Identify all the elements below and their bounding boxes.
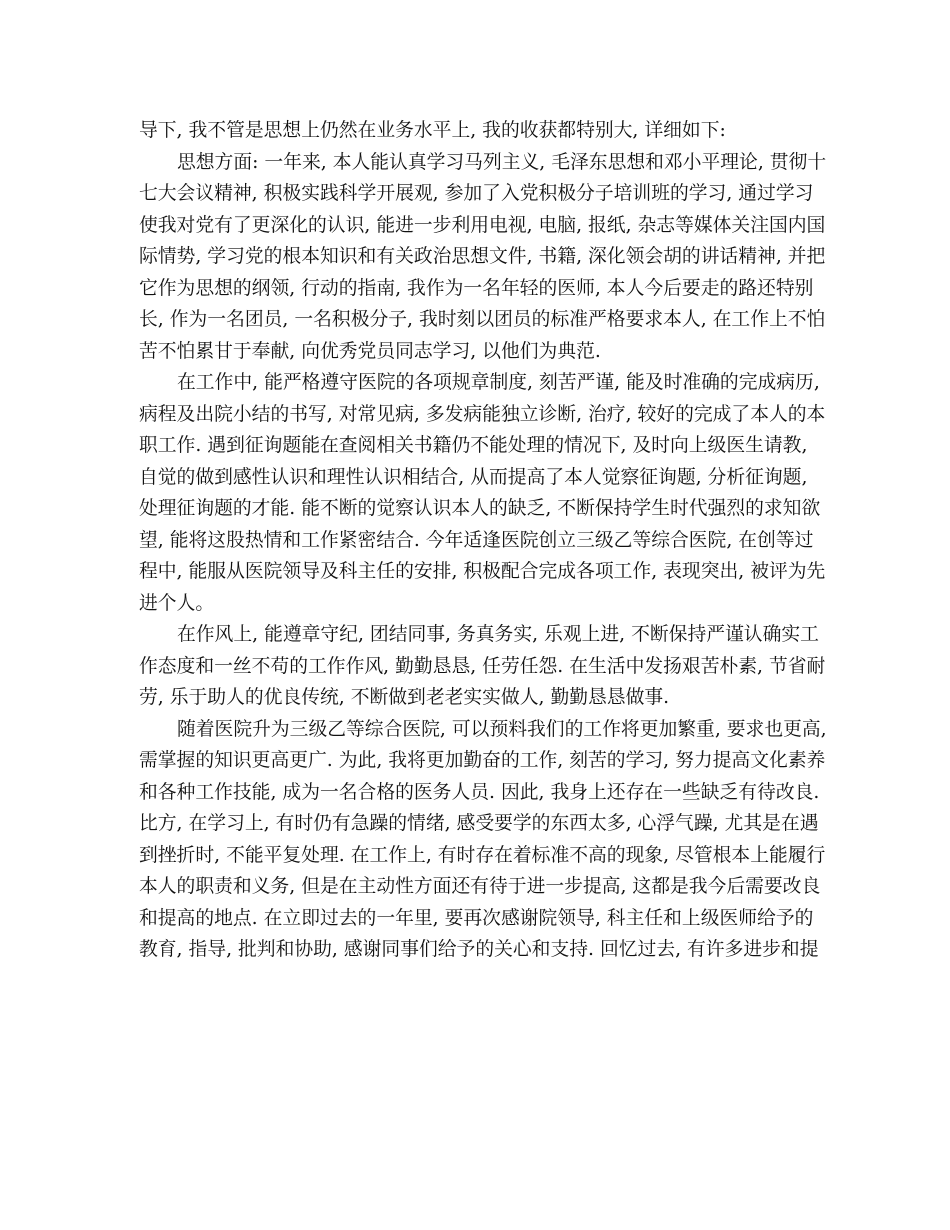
- text-line: 作态度和一丝不苟的工作作风, 勤勤恳恳, 任劳任怨. 在生活中发扬艰苦朴素, 节省耐: [139, 655, 826, 677]
- text-line: 使我对党有了更深化的认识, 能进一步利用电视, 电脑, 报纸, 杂志等媒体关注国内国: [139, 214, 826, 236]
- text-line: 思想方面: 一年来, 本人能认真学习马列主义, 毛泽东思想和邓小平理论, 贯彻十: [177, 151, 827, 173]
- text-line: 比方, 在学习上, 有时仍有急躁的情绪, 感受要学的东西太多, 心浮气躁, 尤其是在遇: [139, 813, 819, 834]
- text-line: 随着医院升为三级乙等综合医院, 可以预料我们的工作将更加繁重, 要求也更高,: [177, 718, 827, 740]
- text-line: 在作风上, 能遵章守纪, 团结同事, 务真务实, 乐观上进, 不断保持严谨认确实工: [177, 624, 819, 645]
- paragraph-conduct: [139, 619, 826, 714]
- text-line: 苦不怕累甘于奉献, 向优秀党员同志学习, 以他们为典范.: [139, 340, 601, 362]
- text-line: 导下, 我不管是思想上仍然在业务水平上, 我的收获都特别大, 详细如下:: [139, 120, 726, 141]
- text-line: 和提高的地点. 在立即过去的一年里, 要再次感谢院领导, 科主任和上级医师给予的: [139, 907, 814, 929]
- text-line: 进个人。: [139, 592, 215, 614]
- text-line: 际情势, 学习党的根本知识和有关政治思想文件, 书籍, 深化领会胡的讲话精神, 并把: [139, 246, 826, 267]
- paragraph-outlook: [139, 714, 827, 966]
- text-line: 程中, 能服从医院领导及科主任的安排, 积极配合完成各项工作, 表现突出, 被评为先: [139, 561, 826, 582]
- text-line: 在工作中, 能严格遵守医院的各项规章制度, 刻苦严谨, 能及时准确的完成病历,: [177, 372, 820, 393]
- text-line: 职工作. 遇到征询题能在查阅相关书籍仍不能处理的情况下, 及时向上级医生请教,: [139, 435, 808, 456]
- document-body: [139, 115, 827, 966]
- text-line: 处理征询题的才能. 能不断的觉察认识本人的缺乏, 不断保持学生时代强烈的求知欲: [139, 498, 821, 519]
- text-line: 教育, 指导, 批判和协助, 感谢同事们给予的关心和支持. 回忆过去, 有许多进步和提: [139, 939, 819, 960]
- paragraph-intro-continuation: [139, 115, 814, 147]
- text-line: 病程及出院小结的书写, 对常见病, 多发病能独立诊断, 治疗, 较好的完成了本人的本: [139, 403, 826, 425]
- text-line: 长, 作为一名团员, 一名积极分子, 我时刻以团员的标准严格要求本人, 在工作上不怕: [139, 309, 826, 330]
- text-line: 望, 能将这股热情和工作紧密结合. 今年适逢医院创立三级乙等综合医院, 在创等过: [139, 529, 814, 551]
- text-line: 到挫折时, 不能平复处理. 在工作上, 有时存在着标准不高的现象, 尽管根本上能履行: [139, 844, 826, 866]
- text-line: 七大会议精神, 积极实践科学开展观, 参加了入党积极分子培训班的学习, 通过学习: [139, 183, 814, 204]
- text-line: 需掌握的知识更高更广. 为此, 我将更加勤奋的工作, 刻苦的学习, 努力提高文化素养: [139, 750, 826, 771]
- paragraph-work: [139, 367, 826, 619]
- text-line: 自觉的做到感性认识和理性认识相结合, 从而提高了本人觉察征询题, 分析征询题,: [139, 466, 808, 488]
- text-line: 和各种工作技能, 成为一名合格的医务人员. 因此, 我身上还存在一些缺乏有待改良.: [139, 781, 820, 803]
- text-line: 劳, 乐于助人的优良传统, 不断做到老老实实做人, 勤勤恳恳做事.: [139, 687, 670, 708]
- text-line: 本人的职责和义务, 但是在主动性方面还有待于进一步提高, 这都是我今后需要改良: [139, 876, 821, 897]
- text-line: 它作为思想的纲领, 行动的指南, 我作为一名年轻的医师, 本人今后要走的路还特别: [139, 277, 814, 299]
- paragraph-ideology: [139, 147, 827, 368]
